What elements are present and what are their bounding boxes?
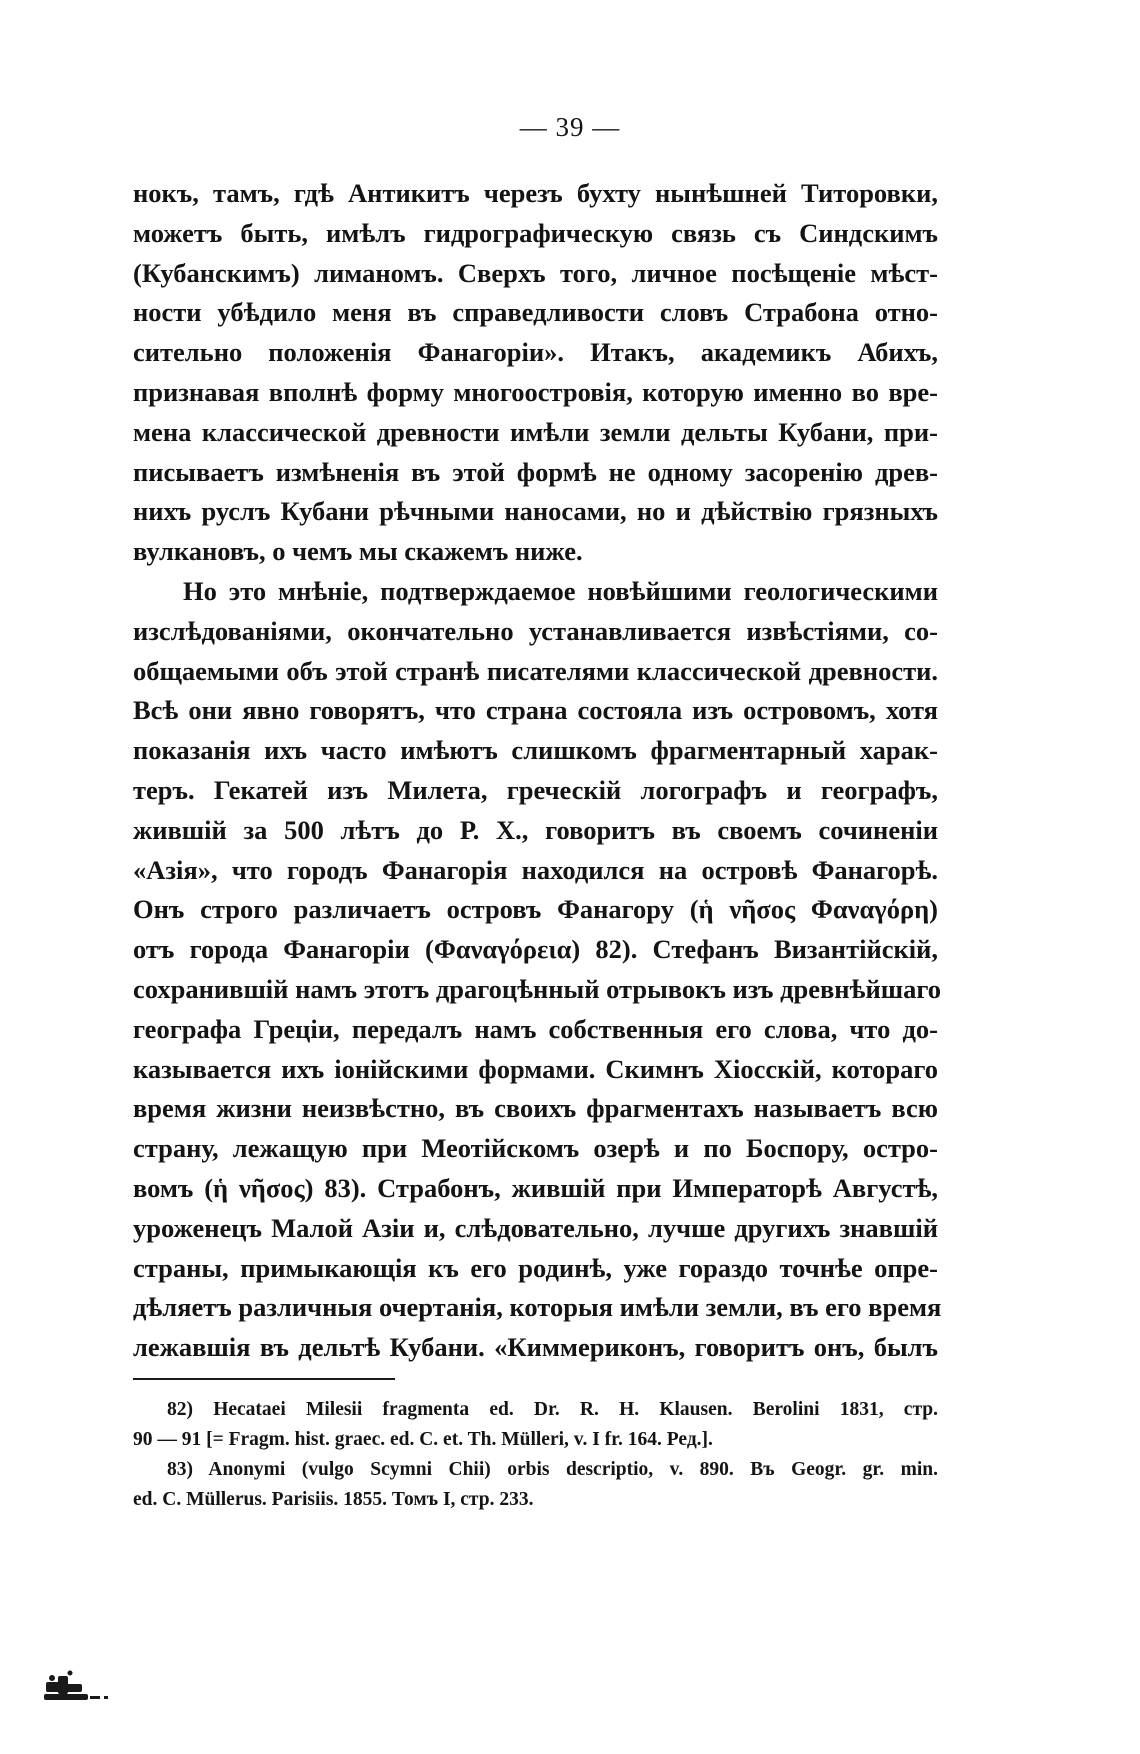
text-line: писываетъ измѣненія въ этой формѣ не одному засоренію древ- [133,456,938,487]
text-line: сительно положенія Фанагоріи». Итакъ, академикъ Абихъ, [133,337,938,368]
text-line: жившій за 500 лѣтъ до Р. Х., говоритъ въ своемъ сочиненіи [133,814,938,845]
footnotes [133,1395,938,1515]
text-line: вулкановъ, о чемъ мы скажемъ ниже. [133,536,583,567]
page-number: — 39 — [519,112,621,142]
text-line: ности убѣдило меня въ справедливости словъ Страбона отно- [133,297,938,328]
text-line: изслѣдованіями, окончательно устанавливается извѣстіями, со- [133,615,938,646]
text-line: страну, лежащую при Меотійскомъ озерѣ и по Боспору, остро- [133,1133,938,1164]
text-line: сохранившій намъ этотъ драгоцѣнный отрывокъ изъ древнѣйшаго [133,973,941,1004]
footnote-82-line: 82) Hecataei Milesii fragmenta ed. Dr. R. H. Klausen. Berolini 1831, стр. [167,1399,938,1420]
paragraph-start-line: Но это мнѣніе, подтверждаемое новѣйшими геологическими [183,575,938,606]
footnote-divider [133,1378,395,1380]
text-line: географа Греціи, передалъ намъ собственныя его слова, что до- [133,1013,938,1044]
text-line: теръ. Гекатей изъ Милета, греческій логографъ и географъ, [133,774,938,805]
main-text [133,174,942,1368]
text-line: время жизни неизвѣстно, въ своихъ фрагментахъ называетъ всю [133,1093,938,1124]
footnote-83-line: 83) Anonymi (vulgo Scymni Chii) orbis descriptio, v. 890. Въ Geogr. gr. min. [167,1459,938,1480]
text-line: дѣляетъ различныя очертанія, которыя имѣли земли, въ его время [133,1292,942,1323]
text-line: общаемыми объ этой странѣ писателями классической древности. [133,655,938,686]
text-line: «Азія», что городъ Фанагорія находился на островѣ Фанагорѣ. [133,854,938,885]
footnote-82-line: 90 — 91 [= Fragm. hist. graec. ed. C. et. Th. Mülleri, v. I fr. 164. Ред.]. [133,1429,713,1450]
text-line: уроженецъ Малой Азіи и, слѣдовательно, лучше другихъ знавшій [133,1212,938,1243]
text-line: нокъ, тамъ, гдѣ Антикитъ черезъ бухту нынѣшней Титоровки, [133,178,938,208]
text-line: Всѣ они явно говорятъ, что страна состояла изъ островомъ, хотя [133,695,938,726]
footnote-83-line: ed. C. Müllerus. Parisiis. 1855. Томъ I, стр. 233. [133,1489,534,1510]
text-line: показанія ихъ часто имѣютъ слишкомъ фрагментарный харак- [133,735,938,766]
text-line: казывается ихъ іонійскими формами. Скимнъ Хіосскій, котораго [133,1053,938,1084]
text-line: отъ города Фанагоріи (Φαναγόρεια) 82). Стефанъ Византійскій, [133,934,938,965]
text-line: можетъ быть, имѣлъ гидрографическую связь съ Синдскимъ [133,217,938,248]
text-line: страны, примыкающія къ его родинѣ, уже гораздо точнѣе опре- [133,1252,938,1283]
text-line: нихъ руслъ Кубани рѣчными наносами, но и дѣйствію грязныхъ [133,496,938,527]
text-line: мена классической древности имѣли земли дельты Кубани, при- [133,416,938,447]
text-line: лежавшія въ дельтѣ Кубани. «Киммериконъ, говоритъ онъ, былъ [133,1332,938,1363]
text-line: признавая вполнѣ форму многоостровія, которую именно во вре- [133,376,938,407]
text-line: вомъ (ἡ νῆσος) 83). Страбонъ, жившій при Императорѣ Августѣ, [133,1172,938,1203]
text-line: (Кубанскимъ) лиманомъ. Сверхъ того, личное посѣщеніе мѣст- [133,257,938,288]
text-line: Онъ строго различаетъ островъ Фанагору (ἡ νῆσος Φαναγόρη) [133,894,938,925]
library-stamp-ornament-icon [40,1660,120,1710]
